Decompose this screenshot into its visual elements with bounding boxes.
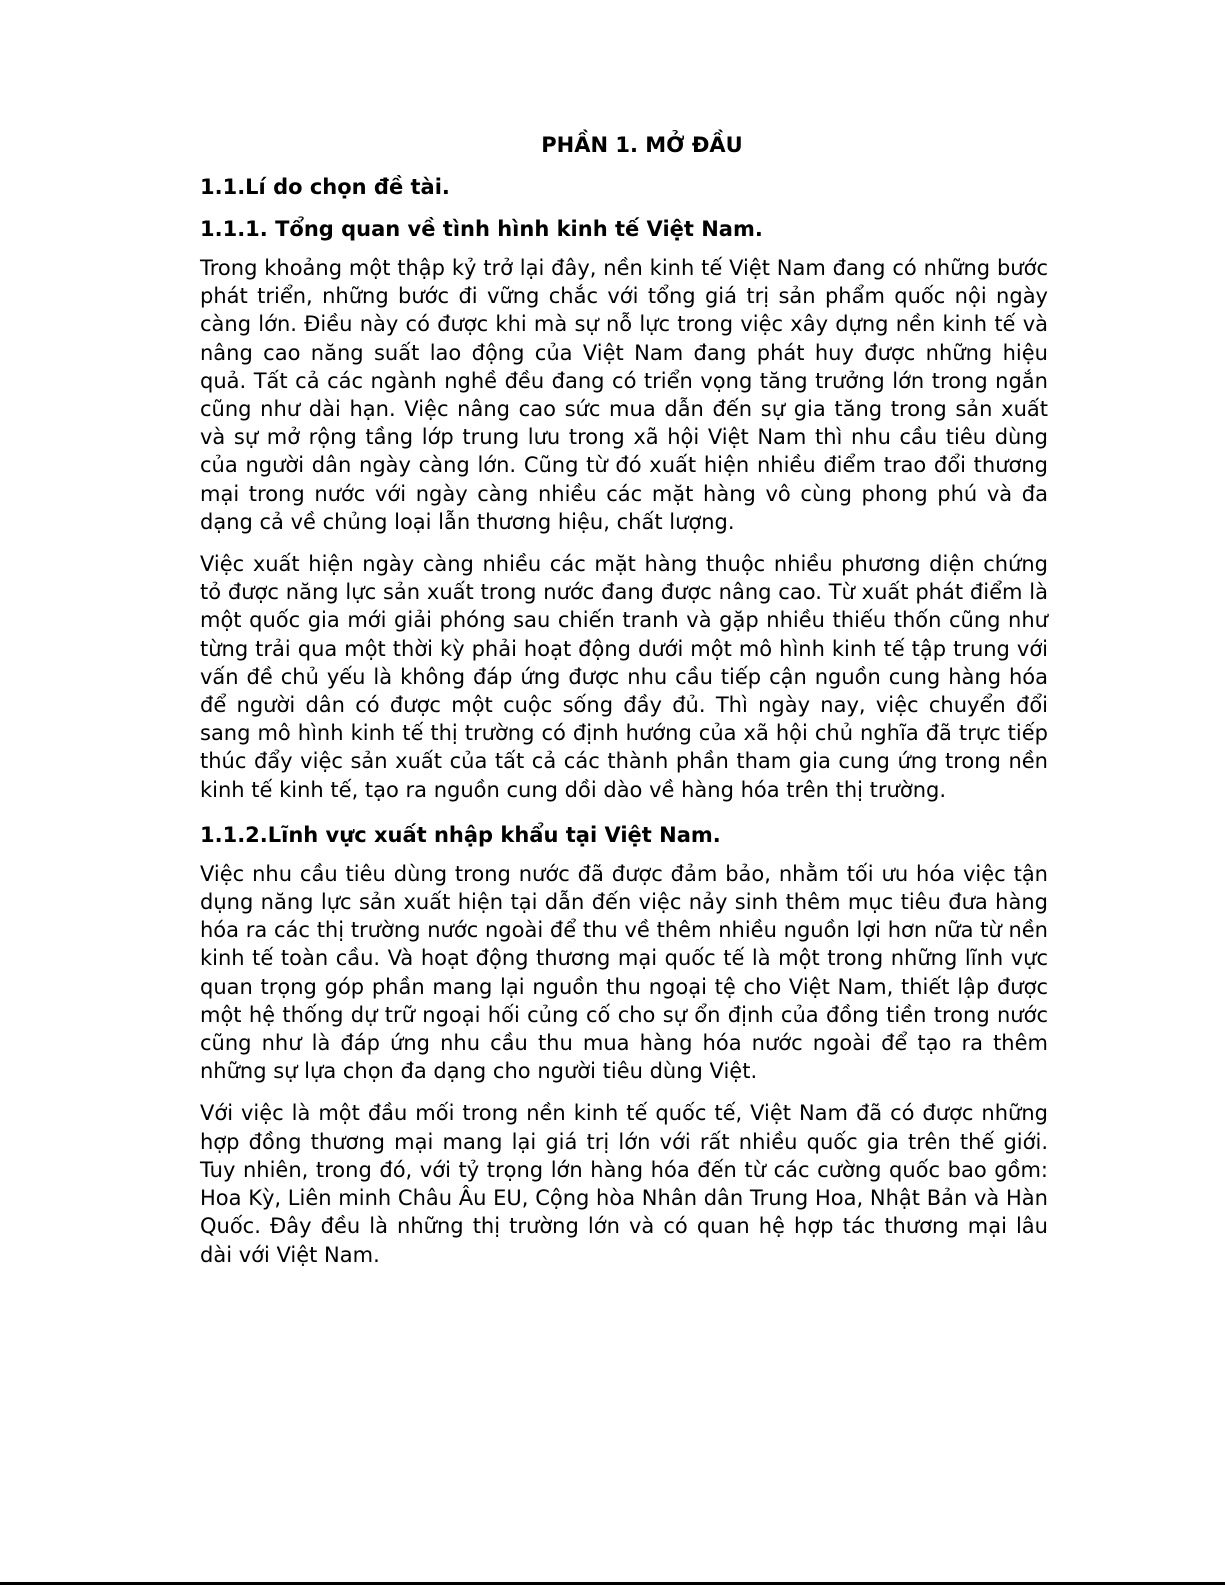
- section-heading-1-1-2: 1.1.2.Lĩnh vực xuất nhập khẩu tại Việt Nam.: [200, 822, 721, 847]
- section-heading-1-1-1: 1.1.1. Tổng quan về tình hình kinh tế Việt Nam.: [200, 217, 763, 241]
- paragraph-economy-overview: Trong khoảng một thập kỷ trở lại đây, nền kinh tế Việt Nam đang có những bước phát triển, những bước đi vững chắc với tổng giá trị sản phẩm quốc nội ngày càng lớn. Điều này có được khi mà sự nỗ lực trong việc xây dựng nền kinh tế và nâng cao năng suất lao động của Việt Nam đang phát huy được những hiệu quả. Tất cả các ngành nghề đều đang có triển vọng tăng trưởng lớn trong ngắn cũng như dài hạn. Việc nâng cao sức mua dẫn đến sự gia tăng trong sản xuất và sự mở rộng tầng lớp trung lưu trong xã hội Việt Nam thì nhu cầu tiêu dùng của người dân ngày càng lớn. Cũng từ đó xuất hiện nhiều điểm trao đổi thương mại trong nước với ngày càng nhiều các mặt hàng vô cùng phong phú và đa dạng cả về chủng loại lẫn thương hiệu, chất lượng.: [200, 256, 1048, 534]
- document-page: [200, 128, 1048, 1283]
- paragraph-trade-partners: Với việc là một đầu mối trong nền kinh tế quốc tế, Việt Nam đã có được những hợp đồng thương mại mang lại giá trị lớn với rất nhiều quốc gia trên thế giới. Tuy nhiên, trong đó, với tỷ trọng lớn hàng hóa đến từ các cường quốc bao gồm: Hoa Kỳ, Liên minh Châu Âu EU, Cộng hòa Nhân dân Trung Hoa, Nhật Bản và Hàn Quốc. Đây đều là những thị trường lớn và có quan hệ hợp tác thương mại lâu dài với Việt Nam.: [200, 1101, 1048, 1267]
- paragraph-import-export: Việc nhu cầu tiêu dùng trong nước đã được đảm bảo, nhằm tối ưu hóa việc tận dụng năng lực sản xuất hiện tại dẫn đến việc nảy sinh thêm mục tiêu đưa hàng hóa ra các thị trường nước ngoài để thu về thêm nhiều nguồn lợi hơn nữa từ nền kinh tế toàn cầu. Và hoạt động thương mại quốc tế là một trong những lĩnh vực quan trọng góp phần mang lại nguồn thu ngoại tệ cho Việt Nam, thiết lập được một hệ thống dự trữ ngoại hối củng cố cho sự ổn định của đồng tiền trong nước cũng như là đáp ứng nhu cầu thu mua hàng hóa nước ngoài để tạo ra thêm những sự lựa chọn đa dạng cho người tiêu dùng Việt.: [200, 861, 1048, 1084]
- page-title: PHẦN 1. MỞ ĐẦU: [541, 133, 743, 157]
- section-heading-1-1: 1.1.Lí do chọn đề tài.: [200, 175, 450, 199]
- paragraph-production-capacity: Việc xuất hiện ngày càng nhiều các mặt hàng thuộc nhiều phương diện chứng tỏ được năng lực sản xuất trong nước đang được nâng cao. Từ xuất phát điểm là một quốc gia mới giải phóng sau chiến tranh và gặp nhiều thiếu thốn cũng như từng trải qua một thời kỳ phải hoạt động dưới một mô hình kinh tế tập trung với vấn đề chủ yếu là không đáp ứng được nhu cầu tiếp cận nguồn cung hàng hóa để người dân có được một cuộc sống đầy đủ. Thì ngày nay, việc chuyển đổi sang mô hình kinh tế thị trường có định hướng của xã hội chủ nghĩa đã trực tiếp thúc đẩy việc sản xuất của tất cả các thành phần tham gia cung ứng trong nền kinh tế kinh tế, tạo ra nguồn cung dồi dào về hàng hóa trên thị trường.: [200, 552, 1048, 802]
